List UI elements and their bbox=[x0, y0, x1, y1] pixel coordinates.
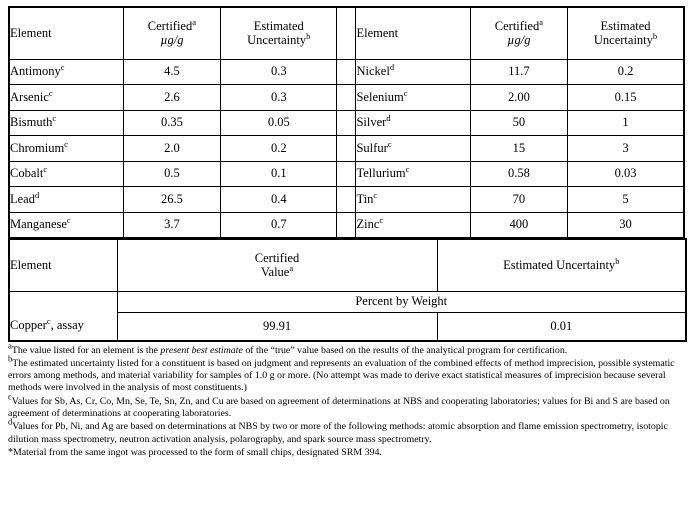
footnotes bbox=[8, 340, 685, 460]
row-uncertainty bbox=[221, 161, 337, 187]
row-gap bbox=[337, 187, 356, 213]
assay-row-element bbox=[9, 312, 117, 341]
header-cv2-line1: Certified bbox=[494, 18, 540, 33]
header-element-left bbox=[9, 7, 123, 59]
element-name: Nickel bbox=[356, 64, 390, 79]
assay-header-element-label: Element bbox=[10, 257, 52, 272]
row-gap bbox=[337, 161, 356, 187]
value-text: 26.5 bbox=[160, 191, 183, 206]
value-text: 0.5 bbox=[164, 166, 180, 181]
row-certified-value bbox=[470, 110, 567, 136]
value-text: 15 bbox=[512, 140, 526, 155]
assay-cv-line2: Value bbox=[260, 265, 290, 280]
footnote-a bbox=[8, 340, 685, 357]
value-text: 99.91 bbox=[262, 318, 292, 333]
element-name: Silver bbox=[356, 115, 387, 130]
header-row bbox=[9, 7, 684, 59]
footnote-text-italic: present best estimate bbox=[160, 344, 243, 356]
row-gap bbox=[337, 110, 356, 136]
uncertainty-text: 0.3 bbox=[270, 89, 287, 104]
header-eu2-line1: Estimated bbox=[600, 18, 651, 33]
table-row bbox=[9, 161, 684, 187]
row-uncertainty bbox=[568, 59, 684, 85]
element-name: Zinc bbox=[356, 217, 380, 232]
table-row bbox=[9, 212, 684, 238]
element-footnote-marker: c bbox=[52, 113, 57, 124]
percent-by-weight-banner bbox=[117, 291, 686, 312]
row-certified-value bbox=[470, 187, 567, 213]
header-cv-line2: µg/g bbox=[160, 33, 184, 48]
value-text: 50 bbox=[512, 115, 526, 130]
row-uncertainty bbox=[221, 136, 337, 162]
row-uncertainty bbox=[568, 161, 684, 187]
row-element bbox=[356, 85, 470, 111]
table-row bbox=[9, 59, 684, 85]
uncertainty-text: 0.7 bbox=[270, 217, 287, 232]
assay-eu-label: Estimated Uncertainty bbox=[503, 257, 616, 272]
footnote-text: The estimated uncertainty listed for a constituent is based on judgment and represents an evaluation of the combined effects of method imprecision, possible systematic errors among methods, and material variability for samples of 1.0 g or more. (No attempt was made to derive exact statistical measures of imprecision because several methods were involved in the analysis of most constituents.) bbox=[8, 358, 675, 394]
footnote-star bbox=[8, 447, 685, 459]
table-row bbox=[9, 85, 684, 111]
assay-header-uncertainty bbox=[437, 239, 686, 291]
footnote-c bbox=[8, 391, 685, 420]
element-footnote-marker: c bbox=[43, 164, 48, 175]
element-name: Copper bbox=[10, 318, 47, 333]
footnote-text: Material from the same ingot was processed to the form of small chips, designated SRM 394. bbox=[13, 447, 382, 459]
row-gap bbox=[337, 85, 356, 111]
row-certified-value bbox=[123, 110, 220, 136]
element-suffix: , assay bbox=[50, 318, 84, 333]
row-uncertainty bbox=[568, 110, 684, 136]
element-footnote-marker: c bbox=[48, 87, 53, 98]
assay-header-row bbox=[9, 239, 686, 291]
footnote-marker: * bbox=[8, 447, 13, 459]
value-text: 0.35 bbox=[160, 115, 183, 130]
header-element-left-label: Element bbox=[10, 25, 52, 40]
element-footnote-marker: c bbox=[387, 138, 392, 149]
table-body bbox=[9, 59, 684, 238]
header-cv2-sup: a bbox=[539, 16, 543, 27]
row-certified-value bbox=[470, 136, 567, 162]
header-eu-line2: Uncertainty bbox=[247, 33, 307, 48]
row-uncertainty bbox=[568, 187, 684, 213]
row-element bbox=[9, 59, 123, 85]
header-eu2-line2: Uncertainty bbox=[593, 33, 653, 48]
assay-cv-sup: a bbox=[289, 263, 294, 274]
assay-cv-line1: Certified bbox=[254, 250, 300, 265]
value-text: 2.00 bbox=[507, 89, 530, 104]
value-text: 2.6 bbox=[164, 89, 180, 104]
row-uncertainty bbox=[221, 85, 337, 111]
element-name: Lead bbox=[10, 191, 35, 206]
percent-by-weight-row bbox=[9, 291, 686, 312]
row-uncertainty bbox=[221, 212, 337, 238]
element-name: Selenium bbox=[356, 89, 404, 104]
header-element-right bbox=[356, 7, 470, 59]
row-element bbox=[9, 136, 123, 162]
element-footnote-marker: d bbox=[389, 62, 395, 73]
row-certified-value bbox=[123, 161, 220, 187]
assay-eu-sup: b bbox=[615, 255, 620, 266]
row-element bbox=[9, 187, 123, 213]
uncertainty-text: 0.1 bbox=[270, 166, 287, 181]
uncertainty-text: 0.2 bbox=[617, 64, 634, 79]
row-uncertainty bbox=[568, 212, 684, 238]
element-name: Chromium bbox=[10, 140, 65, 155]
element-footnote-marker: c bbox=[379, 215, 384, 226]
table-row bbox=[9, 187, 684, 213]
footnote-text: Values for Sb, As, Cr, Co, Mn, Se, Te, Sn, Zn, and Cu are based on agreement of determinations at NBS and cooperating laboratories; values for Bi and S are based on agreement of determinations at cooperating laboratories. bbox=[8, 395, 670, 419]
row-certified-value bbox=[123, 187, 220, 213]
footnote-marker: b bbox=[8, 353, 13, 364]
footnote-text: The value listed for an element is the bbox=[11, 344, 161, 356]
row-element bbox=[356, 161, 470, 187]
element-name: Cobalt bbox=[10, 166, 44, 181]
row-element bbox=[9, 161, 123, 187]
row-certified-value bbox=[470, 85, 567, 111]
footnote-marker: a bbox=[8, 340, 12, 351]
element-name: Tin bbox=[356, 191, 374, 206]
row-gap bbox=[337, 59, 356, 85]
element-footnote-marker: c bbox=[405, 164, 410, 175]
footnote-marker: c bbox=[8, 391, 12, 402]
row-certified-value bbox=[470, 161, 567, 187]
element-footnote-marker: c bbox=[46, 316, 51, 327]
element-footnote-marker: c bbox=[66, 215, 71, 226]
uncertainty-text: 0.01 bbox=[550, 318, 573, 333]
row-element bbox=[9, 212, 123, 238]
header-element-right-label: Element bbox=[356, 25, 399, 40]
header-uncertainty-left bbox=[221, 7, 337, 59]
pbw-left-blank bbox=[9, 291, 117, 312]
row-uncertainty bbox=[568, 85, 684, 111]
uncertainty-text: 3 bbox=[622, 140, 629, 155]
uncertainty-text: 0.03 bbox=[614, 166, 637, 181]
row-certified-value bbox=[470, 212, 567, 238]
assay-data-row bbox=[9, 312, 686, 341]
row-gap bbox=[337, 212, 356, 238]
uncertainty-text: 0.3 bbox=[270, 64, 287, 79]
element-name: Manganese bbox=[10, 217, 67, 232]
uncertainty-text: 5 bbox=[622, 191, 629, 206]
footnote-marker: d bbox=[8, 417, 13, 428]
row-uncertainty bbox=[221, 59, 337, 85]
assay-table bbox=[8, 238, 687, 342]
header-certified-value-right bbox=[470, 7, 567, 59]
uncertainty-text: 0.05 bbox=[267, 115, 290, 130]
element-footnote-marker: d bbox=[34, 189, 40, 200]
header-certified-value-left bbox=[123, 7, 220, 59]
row-element bbox=[356, 136, 470, 162]
row-certified-value bbox=[123, 59, 220, 85]
footnote-text-cont: of the “true” value based on the results of the analytical program for certification. bbox=[242, 344, 568, 356]
uncertainty-text: 1 bbox=[622, 115, 629, 130]
value-text: 0.58 bbox=[507, 166, 530, 181]
row-uncertainty bbox=[221, 187, 337, 213]
table-row bbox=[9, 136, 684, 162]
row-certified-value bbox=[123, 212, 220, 238]
element-name: Arsenic bbox=[10, 89, 49, 104]
value-text: 70 bbox=[512, 191, 526, 206]
header-cv-sup: a bbox=[192, 16, 197, 27]
row-element bbox=[9, 85, 123, 111]
header-gap bbox=[337, 7, 356, 59]
assay-row-certified-value bbox=[117, 312, 437, 341]
row-uncertainty bbox=[221, 110, 337, 136]
value-text: 11.7 bbox=[508, 64, 530, 79]
footnote-text: Values for Pb, Ni, and Ag are based on determinations at NBS by two or more of the following methods: atomic absorption and flame emission spectrometry, isotopic dilution mass spectrometry, neutron activation analysis, polarography, and spark source mass spectrometry. bbox=[8, 421, 668, 445]
certified-values-table bbox=[8, 6, 685, 239]
header-cv2-line2: µg/g bbox=[507, 33, 531, 48]
element-footnote-marker: c bbox=[373, 189, 378, 200]
table-header bbox=[9, 7, 684, 59]
header-eu2-sup: b bbox=[652, 31, 658, 42]
assay-header-certified-value bbox=[117, 239, 437, 291]
uncertainty-text: 0.15 bbox=[614, 89, 637, 104]
table-row bbox=[9, 110, 684, 136]
row-element bbox=[9, 110, 123, 136]
element-footnote-marker: c bbox=[60, 62, 65, 73]
value-text: 3.7 bbox=[164, 217, 180, 232]
element-footnote-marker: c bbox=[403, 87, 408, 98]
header-eu-line1: Estimated bbox=[253, 18, 304, 33]
uncertainty-text: 0.4 bbox=[270, 191, 287, 206]
assay-header-element bbox=[9, 239, 117, 291]
row-certified-value bbox=[123, 136, 220, 162]
assay-row-uncertainty bbox=[437, 312, 686, 341]
element-name: Bismuth bbox=[10, 115, 53, 130]
header-eu-sup: b bbox=[306, 31, 311, 42]
element-footnote-marker: d bbox=[386, 113, 391, 124]
element-name: Sulfur bbox=[356, 140, 388, 155]
row-element bbox=[356, 59, 470, 85]
value-text: 4.5 bbox=[164, 64, 180, 79]
value-text: 400 bbox=[509, 217, 529, 232]
row-uncertainty bbox=[568, 136, 684, 162]
header-uncertainty-right bbox=[568, 7, 684, 59]
footnote-b bbox=[8, 353, 685, 394]
row-certified-value bbox=[123, 85, 220, 111]
uncertainty-text: 30 bbox=[619, 217, 632, 232]
row-certified-value bbox=[470, 59, 567, 85]
footnote-d bbox=[8, 417, 685, 445]
uncertainty-text: 0.2 bbox=[270, 140, 287, 155]
element-footnote-marker: c bbox=[64, 138, 68, 149]
row-gap bbox=[337, 136, 356, 162]
element-name: Antimony bbox=[10, 64, 61, 79]
element-name: Tellurium bbox=[356, 166, 406, 181]
row-element bbox=[356, 212, 470, 238]
value-text: 2.0 bbox=[164, 140, 180, 155]
percent-by-weight-label: Percent by Weight bbox=[355, 294, 448, 308]
row-element bbox=[356, 187, 470, 213]
header-cv-line1: Certified bbox=[147, 18, 193, 33]
row-element bbox=[356, 110, 470, 136]
